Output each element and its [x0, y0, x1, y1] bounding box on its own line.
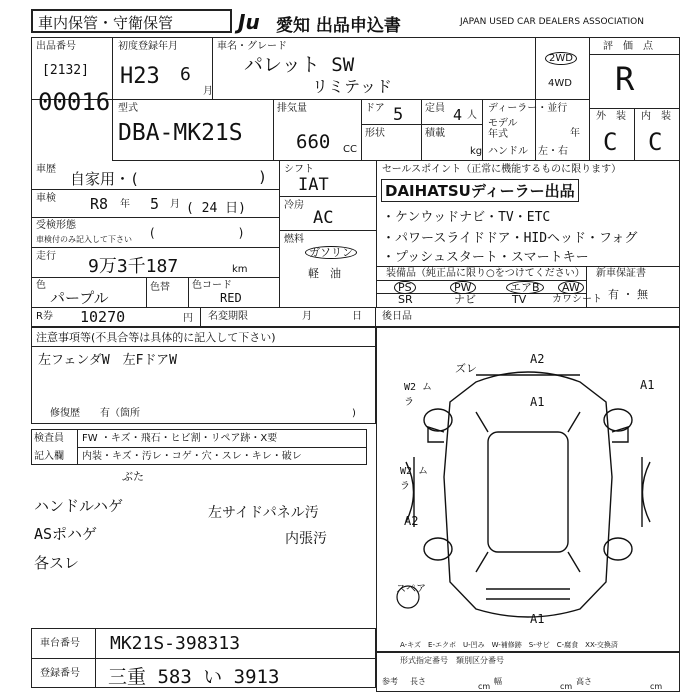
equip-aw: AW	[558, 281, 584, 294]
damage-legend: A-キズ E-エクボ U-凹み W-補修跡 S-サビ C-腐食 XX-交換済	[400, 641, 618, 649]
displacement-label: 排気量	[277, 103, 307, 114]
shape-label: 形状	[365, 128, 385, 139]
remark-5: 各スレ	[34, 554, 80, 572]
displacement-unit: CC	[343, 144, 357, 155]
width-unit: cm	[560, 682, 573, 691]
remark-3: ASポハゲ	[34, 525, 98, 543]
selling-points-label: セールスポイント（正常に機能するものに限ります）	[382, 164, 622, 175]
fuel-light-oil: 軽 油	[308, 267, 341, 280]
selling-point-1: ・ケンウッドナビ・TV・ETC	[382, 210, 551, 225]
car-name-label: 車名・グレード	[217, 41, 287, 52]
doors-label: ドア	[365, 103, 385, 114]
shift-label: シフト	[284, 164, 314, 175]
name-change-day: 日	[352, 311, 362, 322]
warranty-value: 有 ・ 無	[608, 288, 648, 301]
damage-mark-w2-side: W2 ムラ	[400, 466, 429, 492]
entry-label: 記入欄	[34, 451, 64, 462]
mileage-value: 9万3千187	[88, 256, 179, 277]
score-label: 評 価 点	[603, 41, 653, 52]
inspection-month: 5	[150, 195, 160, 213]
mileage-label: 走行	[36, 251, 56, 262]
month-unit: 月	[203, 86, 213, 97]
designation-label: 形式指定番号 類別区分番号	[400, 656, 504, 665]
warranty-label: 新車保証書	[596, 268, 646, 279]
repair-close: )	[352, 408, 356, 419]
check-row-1: FW ・キズ・飛石・ヒビ割・リペア跡・X要	[82, 433, 278, 444]
name-change-month: 月	[302, 311, 312, 322]
mileage-unit: km	[232, 264, 248, 275]
check-row-2: 内装・キズ・汚レ・コゲ・穴・スレ・キレ・破レ	[82, 451, 302, 462]
car-grade: リミテッド	[312, 77, 393, 96]
notes-label: 注意事項等(不具合等は具体的に記入して下さい)	[36, 331, 276, 344]
cert-bracket: ( )	[150, 226, 244, 240]
color-label: 色	[36, 280, 46, 291]
load-unit: kg	[470, 146, 483, 157]
remark-2: 左サイドパネル汚	[208, 505, 319, 521]
damage-mark-a1-right: A1	[640, 378, 655, 392]
damage-mark-zure: ズレ	[455, 362, 477, 375]
model-year-unit: 年	[570, 128, 580, 139]
seats-label: 定員	[425, 103, 445, 114]
model-label: 型式	[118, 103, 138, 114]
interior-label: 内 装	[641, 111, 671, 122]
equip-pw: PW	[450, 281, 476, 294]
color-value: パープル	[50, 289, 109, 307]
length-label: 長さ	[410, 677, 426, 686]
inspection-day: ( 24 日)	[186, 201, 246, 216]
damage-mark-w2-front: W2 ムラ	[404, 382, 433, 408]
equip-sr: SR	[398, 293, 413, 306]
seats-unit: 人	[467, 110, 477, 121]
inspector-label: 検査員	[34, 433, 64, 444]
length-unit: cm	[478, 682, 491, 691]
spare-label: スペア	[396, 584, 426, 595]
rear-label: 後日品	[382, 311, 412, 322]
history-close: )	[258, 168, 268, 186]
recycle-label: R券	[36, 311, 53, 322]
selling-point-3: ・プッシュスタート・スマートキー	[382, 250, 589, 265]
dealer-label: ディーラー・並行	[488, 103, 568, 114]
equip-ps: PS	[394, 281, 416, 294]
equip-navi: ナビ	[454, 293, 476, 306]
inspection-year-unit: 年	[120, 199, 130, 210]
inspection-label: 車検	[36, 193, 56, 204]
model-year-label: モデル年式	[488, 118, 518, 140]
height-unit: cm	[650, 682, 663, 691]
load-label: 積載	[425, 128, 445, 139]
registration-month: 6	[180, 64, 191, 85]
equipment-label: 装備品（純正品に限り○をつけてください）	[386, 268, 585, 279]
damage-mark-a1-rear: A1	[530, 612, 545, 626]
shift-value: IAT	[298, 175, 329, 195]
ju-logo: Ju	[238, 10, 260, 34]
check-extra-mark: ぶた	[122, 470, 144, 483]
plate-label: 登録番号	[40, 668, 80, 679]
ref-label: 参考	[382, 677, 398, 686]
interior-score: C	[648, 128, 663, 156]
cert-note: 車検付のみ記入して下さい	[36, 235, 132, 244]
displacement-value: 660	[296, 131, 331, 153]
history-value: 自家用・(	[70, 170, 140, 188]
history-label: 車歴	[36, 164, 56, 175]
drive-4wd: 4WD	[548, 78, 572, 89]
equip-tv: TV	[512, 293, 527, 306]
handle-label: ハンドル 左・右	[488, 146, 568, 157]
seats-value: 4	[453, 106, 463, 124]
color-code-label: 色コード	[192, 280, 232, 291]
repair-label: 修復歴 有（箇所	[50, 408, 140, 419]
chassis-value: MK21S-398313	[110, 633, 241, 654]
registration-label: 初度登録年月	[118, 41, 178, 52]
exterior-label: 外 装	[596, 111, 626, 122]
lot-number: 00016	[38, 88, 111, 116]
damage-mark-a2-side: A2	[404, 514, 419, 528]
fuel-gasoline: ガソリン	[305, 246, 357, 259]
color-code: RED	[220, 291, 242, 305]
remark-1: ハンドルハゲ	[34, 497, 123, 515]
notes-text: 左フェンダW 左FドアW	[38, 353, 177, 368]
plate-value: 三重 583 い 3913	[108, 666, 280, 688]
recycle-unit: 円	[183, 313, 193, 324]
inspection-month-unit: 月	[170, 199, 180, 210]
width-label: 幅	[494, 677, 502, 686]
damage-mark-a1-front: A1	[530, 395, 545, 409]
aircon-value: AC	[313, 208, 334, 228]
equip-seat: カワシート	[552, 294, 602, 305]
doors-value: 5	[393, 105, 404, 125]
name-change-label: 名変期限	[208, 311, 248, 322]
form-title: 愛知 出品申込書	[276, 16, 401, 36]
chassis-label: 車台番号	[40, 638, 80, 649]
equip-airbag: エアB	[506, 281, 544, 294]
model-value: DBA-MK21S	[118, 120, 243, 146]
drive-2wd: 2WD	[545, 52, 577, 65]
inspection-era: R8	[90, 195, 109, 213]
score-value: R	[615, 60, 635, 98]
car-name: パレット SW	[244, 54, 355, 76]
color-swap-label: 色替	[150, 282, 170, 293]
exterior-score: C	[603, 128, 618, 156]
association-name: JAPAN USED CAR DEALERS ASSOCIATION	[460, 17, 644, 27]
remark-4: 内張汚	[285, 531, 327, 547]
selling-point-2: ・パワースライドドア・HIDヘッド・フォグ	[382, 231, 638, 246]
fuel-label: 燃料	[284, 234, 304, 245]
damage-mark-a2-top: A2	[530, 352, 545, 366]
lot-label: 出品番号	[36, 41, 76, 52]
recycle-value: 10270	[80, 308, 126, 326]
aircon-label: 冷房	[284, 200, 304, 211]
department-label: 車内保管・守衛保管	[38, 14, 174, 32]
height-label: 高さ	[576, 677, 592, 686]
registration-year: H23	[120, 64, 160, 89]
dealer-banner: DAIHATSUディーラー出品	[381, 179, 579, 202]
cert-label: 受検形態	[36, 220, 76, 231]
lot-bracket: [2132]	[42, 63, 89, 78]
